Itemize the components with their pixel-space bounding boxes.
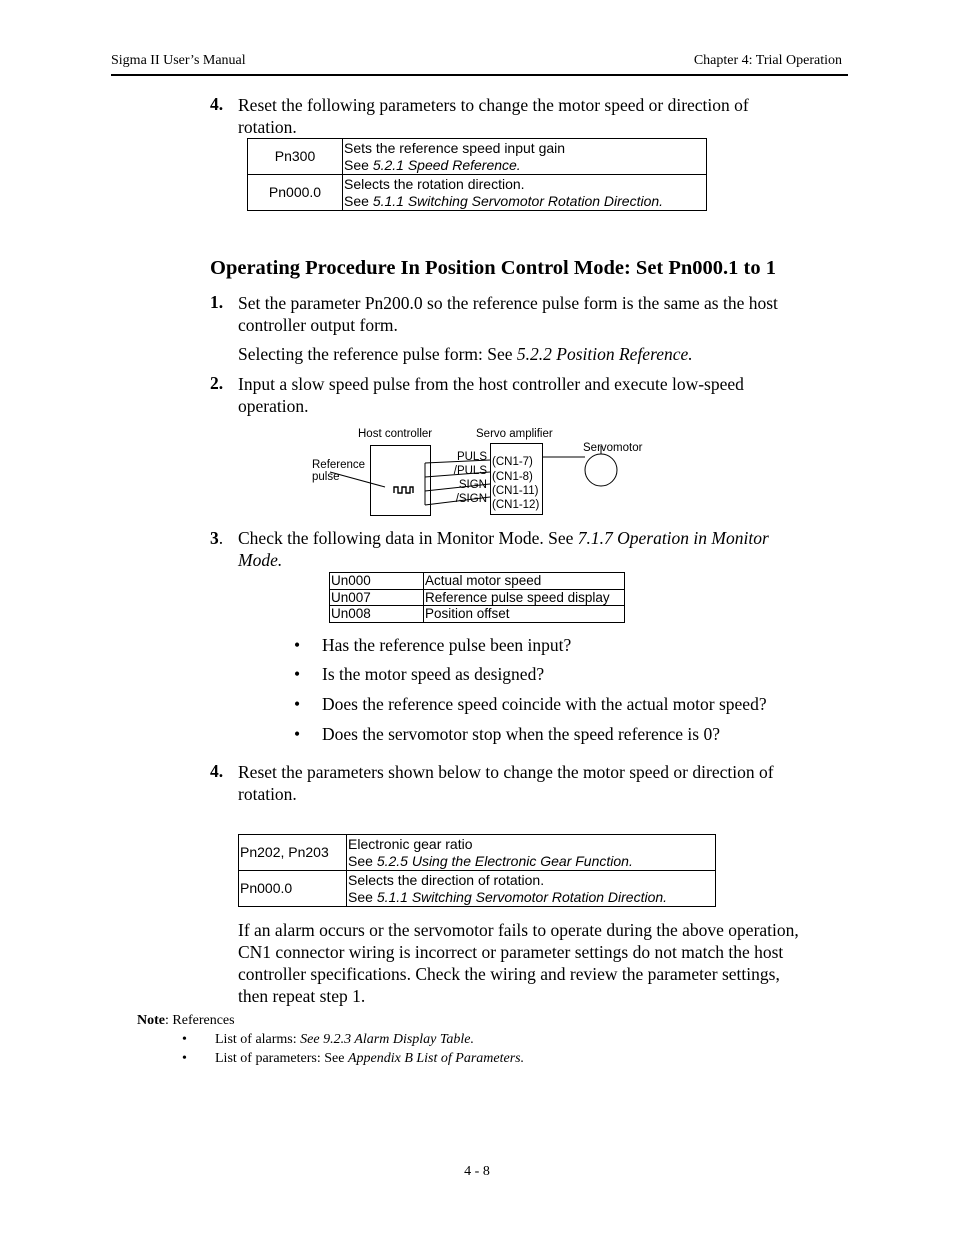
param-see: See (348, 888, 377, 905)
speed-step4-number: 4. (210, 94, 224, 114)
param-reference-link[interactable]: 5.1.1 Switching Servomotor Rotation Direction. (376, 888, 668, 905)
param-code: Pn000.0 (239, 871, 347, 907)
host-controller-box (371, 446, 431, 516)
param-code: Pn202, Pn203 (239, 835, 347, 871)
step3-reference-link[interactable]: 7.1.7 Operation in Monitor (577, 528, 769, 548)
alarm-paragraph-line1: If an alarm occurs or the servomotor fails to operate during the above operation, (238, 920, 799, 940)
pin-label-cn1-7: (CN1-7) (492, 456, 533, 468)
header-chapter-title: Chapter 4: Trial Operation (693, 53, 842, 68)
monitor-code: Un000 (330, 573, 424, 590)
param-reference-link[interactable]: 5.2.1 Speed Reference. (372, 156, 521, 173)
table-row (248, 139, 707, 175)
param-desc-line: Sets the reference speed input gain (344, 140, 566, 156)
step1-sub-reference-link[interactable]: 5.2.2 Position Reference. (516, 344, 693, 364)
param-description (343, 175, 707, 211)
wiring-diagram (305, 424, 655, 520)
position-step1-subtext (238, 343, 693, 365)
speed-step4-line1: Reset the following parameters to change the motor speed or direction of (238, 95, 749, 115)
alarm-paragraph-line3: controller specifications. Check the wiring and review the parameter settings, (238, 964, 780, 984)
bullet-text: Has the reference pulse been input? (322, 635, 572, 655)
param-description (343, 139, 707, 175)
position-step4-number: 4. (210, 761, 224, 781)
signal-label-nsign: /SIGN (455, 493, 487, 505)
monitor-description: Reference pulse speed display (424, 589, 625, 606)
table-row (239, 835, 716, 871)
param-desc-line: Selects the direction of rotation. (348, 872, 545, 888)
note-label-suffix: : References (165, 1013, 235, 1028)
bullet-text: Does the reference speed coincide with the actual motor speed? (322, 694, 767, 714)
list-item (182, 1032, 474, 1048)
note-item-reference-link[interactable]: See 9.2.3 Alarm Display Table. (300, 1032, 474, 1047)
step3-reference-link-cont[interactable]: Mode. (238, 550, 283, 570)
param-reference-link[interactable]: 5.2.5 Using the Electronic Gear Function. (376, 852, 633, 869)
param-desc-line: Electronic gear ratio (348, 836, 473, 852)
position-step1-line1: Set the parameter Pn200.0 so the reference pulse form is the same as the host (238, 293, 778, 313)
position-step4-line1: Reset the parameters shown below to change the motor speed or direction of (238, 762, 774, 782)
position-step3-line1 (238, 527, 769, 549)
list-item (182, 1051, 525, 1067)
monitor-table (329, 572, 625, 623)
position-step1-number: 1. (210, 292, 224, 312)
servomotor-symbol (585, 454, 617, 486)
bullet-text: Is the motor speed as designed? (322, 664, 545, 684)
param-reference-link[interactable]: 5.1.1 Switching Servomotor Rotation Direction. (372, 192, 664, 209)
reference-pulse-label-line1: Reference (312, 459, 366, 471)
speed-parameter-table (247, 138, 707, 211)
note-item-reference-link[interactable]: Appendix B List of Parameters. (347, 1051, 525, 1066)
alarm-paragraph-line2: CN1 connector wiring is incorrect or parameter settings do not match the host (238, 942, 784, 962)
page-number: 4 - 8 (464, 1164, 490, 1179)
position-step3-number: 3. (210, 528, 224, 548)
position-step2-line2: operation. (238, 396, 309, 416)
step3-text: Check the following data in Monitor Mode. See (238, 528, 578, 548)
monitor-code: Un007 (330, 589, 424, 606)
pulse-train-symbol (394, 487, 413, 493)
servo-amplifier-label: Servo amplifier (476, 428, 553, 440)
monitor-description: Position offset (424, 606, 625, 623)
param-desc-line: Selects the rotation direction. (344, 176, 525, 192)
param-code: Pn300 (248, 139, 343, 175)
speed-step4-line2: rotation. (238, 117, 297, 137)
bullet-icon: • (294, 664, 301, 684)
param-see: See (344, 156, 373, 173)
reference-pulse-label-line2: pulse (312, 471, 340, 483)
bullet-text: Does the servomotor stop when the speed reference is 0? (322, 724, 720, 744)
monitor-code: Un008 (330, 606, 424, 623)
param-see: See (348, 852, 377, 869)
signal-label-puls: PULS (456, 451, 487, 463)
servomotor-label: Servomotor (583, 442, 643, 454)
monitor-description: Actual motor speed (424, 573, 625, 590)
pin-label-cn1-11: (CN1-11) (492, 485, 539, 497)
pin-label-cn1-8: (CN1-8) (492, 471, 533, 483)
table-row (330, 589, 625, 606)
table-row (330, 573, 625, 590)
position-parameter-table (238, 834, 716, 907)
position-step4-line2: rotation. (238, 784, 297, 804)
table-row (248, 175, 707, 211)
header-rule (111, 74, 848, 76)
alarm-paragraph-line4: then repeat step 1. (238, 986, 366, 1006)
note-item-prefix: List of alarms: (215, 1032, 301, 1047)
param-see: See (344, 192, 373, 209)
note-heading (137, 1013, 235, 1029)
pin-label-cn1-12: (CN1-12) (492, 499, 540, 511)
bullet-icon: • (182, 1032, 187, 1047)
position-step2-number: 2. (210, 373, 224, 393)
position-section-heading: Operating Procedure In Position Control Mode: Set Pn000.1 to 1 (210, 257, 777, 279)
header-manual-title: Sigma II User’s Manual (111, 53, 246, 68)
signal-label-sign: SIGN (458, 479, 487, 491)
position-step3-line2 (238, 549, 282, 571)
position-step2-line1: Input a slow speed pulse from the host controller and execute low-speed (238, 374, 744, 394)
table-row (239, 871, 716, 907)
note-label: Note (137, 1013, 165, 1028)
note-item-prefix: List of parameters: See (215, 1051, 348, 1066)
param-description (347, 835, 716, 871)
signal-label-npuls: /PULS (453, 465, 487, 477)
bullet-icon: • (294, 635, 301, 655)
param-description (347, 871, 716, 907)
step1-sub-prefix: Selecting the reference pulse form: See (238, 344, 517, 364)
host-controller-label: Host controller (358, 428, 433, 440)
position-step1-line2: controller output form. (238, 315, 398, 335)
table-row (330, 606, 625, 623)
bullet-icon: • (294, 724, 301, 744)
bullet-icon: • (294, 694, 301, 714)
bullet-icon: • (182, 1051, 187, 1066)
param-code: Pn000.0 (248, 175, 343, 211)
